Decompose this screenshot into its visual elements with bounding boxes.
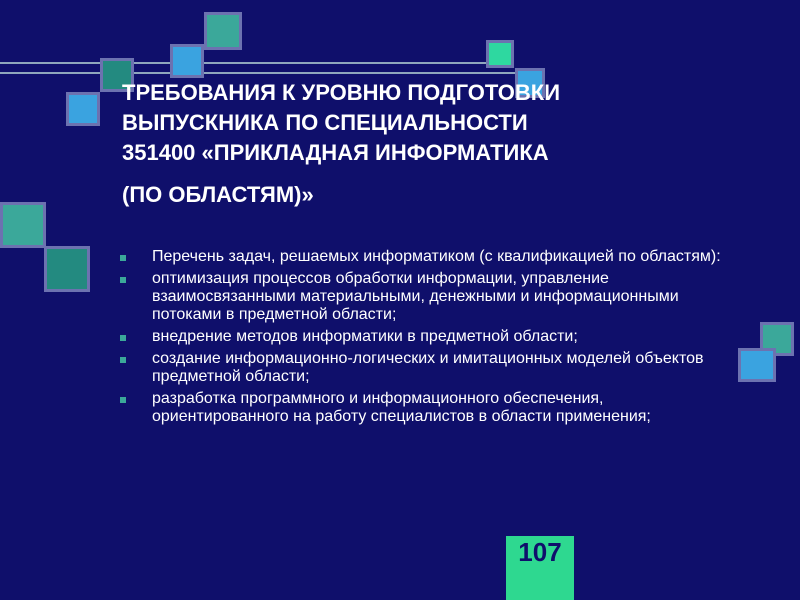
list-item-text: создание информационно-логических и имитационных моделей объектов предметной области; [152,350,704,385]
title-line-3: 351400 «ПРИКЛАДНАЯ ИНФОРМАТИКА [122,140,549,165]
bullet-icon [120,397,126,403]
page-number: 107 [506,536,574,600]
list-item [118,350,738,386]
list-item [118,248,738,266]
bullet-icon [120,277,126,283]
decor-square [170,44,204,78]
decor-line-bottom [0,72,540,74]
list-item [118,328,738,346]
decor-square [66,92,100,126]
decor-square [738,348,776,382]
list-item-text: разработка программного и информационного обеспечения, ориентированного на работу специалистов в области применения; [152,390,651,425]
decor-square [486,40,514,68]
bullet-icon [120,335,126,341]
list-item-text: Перечень задач, решаемых информатиком (с квалификацией по областям): [152,248,721,265]
bullet-icon [120,357,126,363]
task-list [118,248,738,430]
decor-square [44,246,90,292]
title-line-4: (ПО ОБЛАСТЯМ)» [122,182,314,207]
title-line-1: ТРЕБОВАНИЯ К УРОВНЮ ПОДГОТОВКИ [122,80,561,105]
decor-square [0,202,46,248]
title-line-2: ВЫПУСКНИКА ПО СПЕЦИАЛЬНОСТИ [122,110,528,135]
list-item [118,270,738,324]
list-item-text: оптимизация процессов обработки информации, управление взаимосвязанными материальными, денежными и информационными потоками в предметной области; [152,270,679,323]
slide-title [122,78,722,210]
decor-line-top [0,62,508,64]
bullet-icon [120,255,126,261]
list-item [118,390,738,426]
decor-square [204,12,242,50]
list-item-text: внедрение методов информатики в предметной области; [152,328,578,345]
